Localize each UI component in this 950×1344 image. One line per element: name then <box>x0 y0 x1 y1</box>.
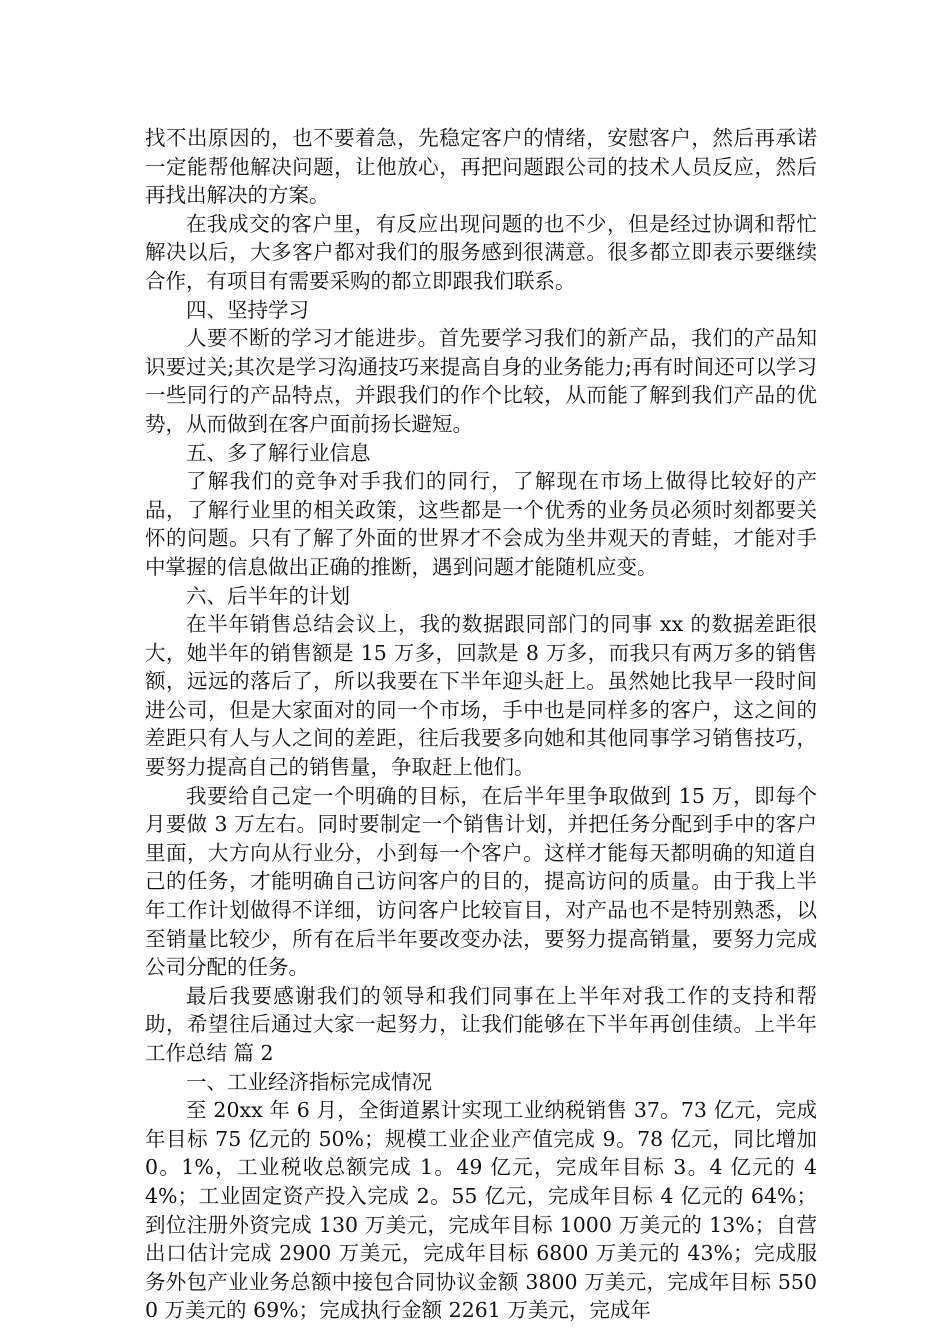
paragraph: 在我成交的客户里，有反应出现问题的也不少，但是经过协调和帮忙解决以后，大多客户都对我们的服务感到很满意。很多都立即表示要继续合作，有项目有需要采购的都立即跟我们联系。 <box>145 211 817 293</box>
paragraph: 了解我们的竞争对手我们的同行，了解现在市场上做得比较好的产品，了解行业里的相关政策，这些都是一个优秀的业务员必须时刻都要关怀的问题。只有了解了外面的世界才不会成为坐井观天的青蛙，才能对手中掌握的信息做出正确的推断，遇到问题才能随机应变。 <box>145 469 817 579</box>
section-heading: 五、多了解行业信息 <box>186 440 371 465</box>
section-heading: 六、后半年的计划 <box>186 583 350 608</box>
paragraph: 找不出原因的，也不要着急，先稳定客户的情绪，安慰客户，然后再承诺一定能帮他解决问题，让他放心，再把问题跟公司的技术人员反应，然后再找出解决的方案。 <box>145 126 817 208</box>
section-heading: 一、工业经济指标完成情况 <box>186 1069 432 1094</box>
paragraph: 人要不断的学习才能进步。首先要学习我们的新产品，我们的产品知识要过关;其次是学习沟通技巧来提高自身的业务能力;再有时间还可以学习一些同行的产品特点，并跟我们的作个比较，从而能了解到我们产品的优势，从而做到在客户面前扬长避短。 <box>145 326 817 436</box>
paragraph: 至 20xx 年 6 月，全街道累计实现工业纳税销售 37。73 亿元，完成年目标 75 亿元的 50%；规模工业企业产值完成 9。78 亿元，同比增加 0。1%，工业税收总额完成 1。49 亿元，完成年目标 3。4 亿元的 44%；工业固定资产投入完成 2。55 亿元，完成年目标 4 亿元的 64%；到位注册外资完成 130 万美元，完成年目标 1000 万美元的 13%；自营出口估计完成 2900 万美元，完成年目标 6800 万美元的 43%；完成服务外包产业业务总额中接包合同协议金额 3800 万美元，完成年目标 5500 万美元的 69%；完成执行金额 2261 万美元，完成年 <box>145 1098 817 1323</box>
paragraph: 最后我要感谢我们的领导和我们同事在上半年对我工作的支持和帮助，希望往后通过大家一起努力，让我们能够在下半年再创佳绩。上半年工作总结 篇 2 <box>145 983 817 1065</box>
paragraph: 我要给自己定一个明确的目标，在后半年里争取做到 15 万，即每个月要做 3 万左右。同时要制定一个销售计划，并把任务分配到手中的客户里面，大方向从行业分，小到每一个客户。这样才能每天都明确的知道自己的任务，才能明确自己访问客户的目的，提高访问的质量。由于我上半年工作计划做得不详细，访问客户比较盲目，对产品也不是特别熟悉，以至销量比较少，所有在后半年要改变办法，要努力提高销量，要努力完成公司分配的任务。 <box>145 783 817 980</box>
document-body <box>145 124 817 1325</box>
section-heading: 四、坚持学习 <box>186 297 309 322</box>
paragraph: 在半年销售总结会议上，我的数据跟同部门的同事 xx 的数据差距很大，她半年的销售额是 15 万多，回款是 8 万多，而我只有两万多的销售额，远远的落后了，所以我要在下半年迎头赶上。虽然她比我早一段时间进公司，但是大家面对的同一个市场，手中也是同样多的客户，这之间的差距只有人与人之间的差距，往后我要多向她和其他同事学习销售技巧，要努力提高自己的销售量，争取赶上他们。 <box>145 612 817 780</box>
